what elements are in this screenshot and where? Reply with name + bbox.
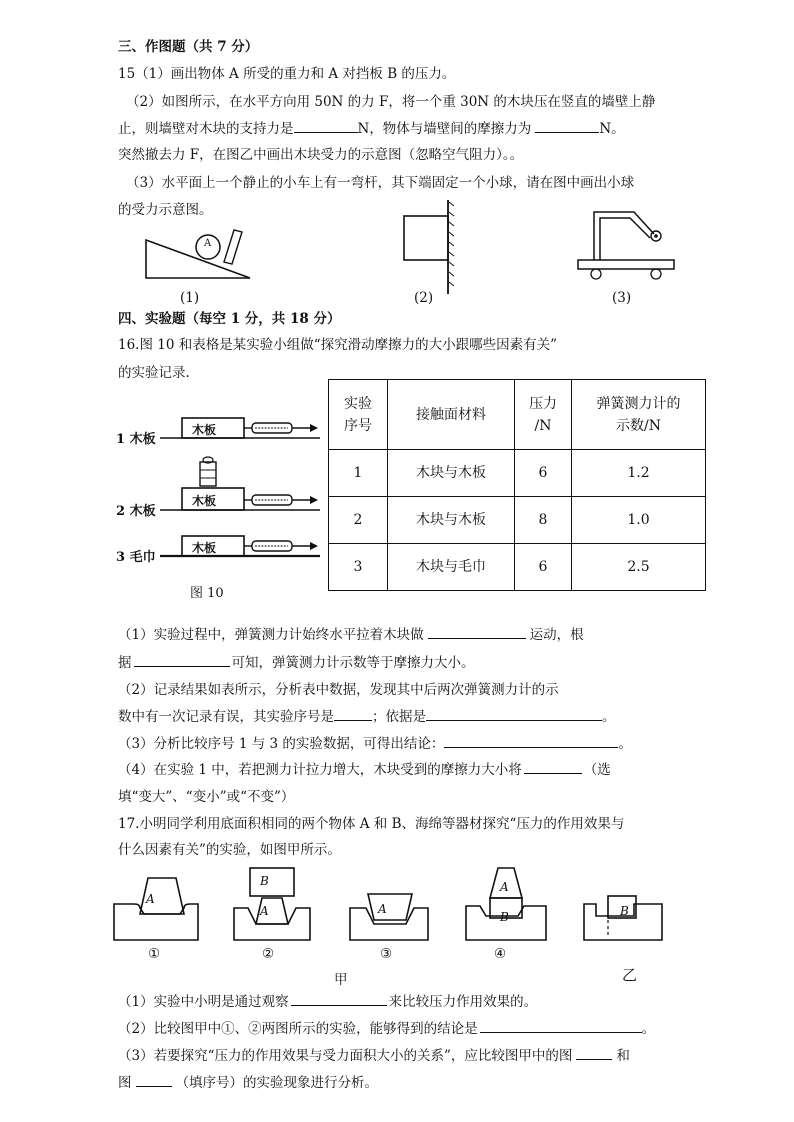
- fig17-num-3: ③: [380, 946, 393, 962]
- object-a-3-inverted: [368, 894, 412, 920]
- q17-1: [118, 990, 537, 1010]
- label-a-4: A: [500, 880, 509, 894]
- q16-text: （选: [583, 762, 611, 778]
- q15-text: 止，则墙壁对木块的支持力是: [118, 121, 294, 137]
- fig10-row2-label: 2 木板: [116, 504, 156, 519]
- table-row: [329, 497, 706, 544]
- incline-ball-figure: [138, 222, 258, 290]
- fig1-label: (1): [180, 290, 200, 306]
- q15-part1: 15（1）画出物体 A 所受的重力和 A 对挡板 B 的压力。: [118, 66, 456, 82]
- table-cell: 6: [515, 544, 572, 591]
- q17-text: 图: [118, 1075, 132, 1091]
- table-cell: 1.2: [572, 450, 706, 497]
- conclusion-blank[interactable]: [444, 735, 618, 748]
- table-cell: 8: [515, 497, 572, 544]
- q16-4-line2: 填“变大”、“变小”或“不变”）: [118, 789, 295, 805]
- sponge-1: [114, 904, 198, 940]
- ball-a-label: A: [204, 238, 212, 249]
- q17-text: （3）若要探究“压力的作用效果与受力面积大小的关系”，应比较图甲中的图: [118, 1048, 573, 1064]
- q17-3-line2: [118, 1071, 378, 1091]
- q17-text: 来比较压力作用效果的。: [388, 994, 538, 1010]
- fig17-yi-label: 乙: [622, 966, 638, 984]
- fig10-row1-label: 1 木板: [116, 432, 156, 447]
- label-a-3: A: [378, 902, 387, 916]
- fig17-num-4: ④: [494, 946, 507, 962]
- header-cell: 弹簧测力计的 示数/N: [572, 380, 706, 450]
- q17-text: （填序号）的实验现象进行分析。: [175, 1075, 378, 1091]
- q15-part2-line2: [118, 117, 625, 137]
- principle-blank[interactable]: [134, 654, 230, 667]
- experiment-record-table: [328, 379, 706, 591]
- label-b-yi: B: [620, 904, 629, 918]
- cart-body: [578, 260, 674, 269]
- q15-part3-line2: 的受力示意图。: [118, 202, 213, 218]
- q17-2: [118, 1017, 655, 1037]
- q16-text: （3）分析比较序号 1 与 3 的实验数据，可得出结论：: [118, 736, 445, 752]
- q16-text: 数中有一次记录有误，其实验序号是: [118, 709, 334, 725]
- conclusion-17-blank[interactable]: [480, 1020, 642, 1033]
- header-cell: 实验 序号: [329, 380, 388, 450]
- fig17-num-2: ②: [262, 946, 275, 962]
- fig3-label: (3): [612, 290, 632, 306]
- label-a-2: A: [260, 904, 269, 918]
- table-cell: 木块与毛巾: [388, 544, 515, 591]
- fig10-row3-label: 3 毛巾: [116, 550, 156, 565]
- q16-3: [118, 732, 632, 752]
- q17-3-line1: [118, 1044, 630, 1064]
- table-cell: 2: [329, 497, 388, 544]
- q16-2-line2: [118, 705, 616, 725]
- pressure-experiment-figure: [110, 864, 670, 954]
- q16-text: 运动，根: [529, 627, 584, 643]
- incline-plane: [146, 240, 250, 278]
- wall-block-figure: [398, 200, 458, 296]
- cart-rod-figure: [572, 204, 682, 284]
- q16-text: （1）实验过程中，弹簧测力计始终水平拉着木块做: [118, 627, 424, 643]
- q16-text: 。: [618, 736, 632, 752]
- q17-text: 。: [641, 1021, 656, 1037]
- label-b-2: B: [260, 874, 269, 888]
- q16-2-line1: （2）记录结果如表所示，分析表中数据，发现其中后两次弹簧测力计的示: [118, 682, 559, 698]
- q17-text: 和: [616, 1048, 630, 1064]
- q16-text: ；依据是: [372, 709, 426, 725]
- q15-part2-line1: （2）如图所示，在水平方向用 50N 的力 F，将一个重 30N 的木块压在竖直的墙壁上静: [126, 94, 656, 110]
- table-cell: 6: [515, 450, 572, 497]
- error-trial-blank[interactable]: [334, 708, 372, 721]
- q16-1-line1: [118, 623, 584, 643]
- observation-blank[interactable]: [291, 993, 387, 1006]
- fig2-label: (2): [414, 290, 434, 306]
- q16-text: 可知，弹簧测力计示数等于摩擦力大小。: [231, 655, 475, 671]
- friction-change-blank[interactable]: [524, 761, 582, 774]
- q17-intro-line1: 17.小明同学利用底面积相同的两个物体 A 和 B、海绵等器材探究“压力的作用效果与: [118, 816, 625, 832]
- fig17-jia-label: 甲: [334, 972, 348, 988]
- table-cell: 木块与木板: [388, 450, 515, 497]
- object-b-2: [250, 868, 294, 896]
- table-cell: 1.0: [572, 497, 706, 544]
- table-row: [329, 544, 706, 591]
- figure-choice-blank-2[interactable]: [136, 1074, 172, 1087]
- evidence-blank[interactable]: [426, 708, 602, 721]
- q16-1-line2: [118, 651, 475, 671]
- motion-type-blank[interactable]: [428, 626, 526, 639]
- header-cell: 接触面材料: [388, 380, 515, 450]
- q16-intro-line2: 的实验记录.: [118, 365, 190, 381]
- q16-text: （4）在实验 1 中，若把测力计拉力增大，木块受到的摩擦力大小将: [118, 762, 522, 778]
- section-4-title: 四、实验题（每空 1 分，共 18 分）: [118, 311, 341, 327]
- figure-choice-blank-1[interactable]: [576, 1047, 612, 1060]
- fig10-caption: 图 10: [190, 586, 224, 601]
- table-row: [329, 450, 706, 497]
- friction-setup-figure: [160, 410, 325, 560]
- q16-4-line1: [118, 758, 611, 778]
- q15-part2-line3: 突然撤去力 F，在图乙中画出木块受力的示意图（忽略空气阻力）。。: [118, 147, 524, 163]
- q15-text: N。: [599, 121, 625, 137]
- support-force-blank[interactable]: [294, 120, 358, 133]
- block-label-row3: 木板: [192, 541, 217, 555]
- block-label-row2: 木板: [192, 494, 217, 508]
- sponge-3: [350, 908, 428, 940]
- q17-text: （1）实验中小明是通过观察: [118, 994, 289, 1010]
- table-cell: 木块与木板: [388, 497, 515, 544]
- q15-text: N，物体与墙壁间的摩擦力为: [357, 121, 532, 137]
- table-cell: 2.5: [572, 544, 706, 591]
- section-3-title: 三、作图题（共 7 分）: [118, 39, 259, 55]
- block-label-row1: 木板: [192, 423, 217, 437]
- weight-row2: [200, 462, 216, 486]
- header-cell: 压力 /N: [515, 380, 572, 450]
- q16-text: 据: [118, 655, 132, 671]
- table-header-row: [329, 380, 706, 450]
- label-b-4: B: [500, 910, 509, 924]
- q17-intro-line2: 什么因素有关”的实验，如图甲所示。: [118, 842, 341, 858]
- fig17-num-1: ①: [148, 946, 161, 962]
- wooden-block: [404, 216, 448, 260]
- label-a-1: A: [146, 892, 155, 906]
- table-cell: 3: [329, 544, 388, 591]
- q16-text: 。: [602, 709, 616, 725]
- q17-text: （2）比较图甲中①、②两图所示的实验，能够得到的结论是: [118, 1021, 478, 1037]
- baffle-b: [224, 230, 242, 264]
- bent-rod: [594, 212, 654, 260]
- friction-force-blank[interactable]: [535, 120, 599, 133]
- q16-intro-line1: 16.图 10 和表格是某实验小组做“探究滑动摩擦力的大小跟哪些因素有关”: [118, 337, 558, 353]
- q15-part3-line1: （3）水平面上一个静止的小车上有一弯杆，其下端固定一个小球，请在图中画出小球: [126, 175, 635, 191]
- table-cell: 1: [329, 450, 388, 497]
